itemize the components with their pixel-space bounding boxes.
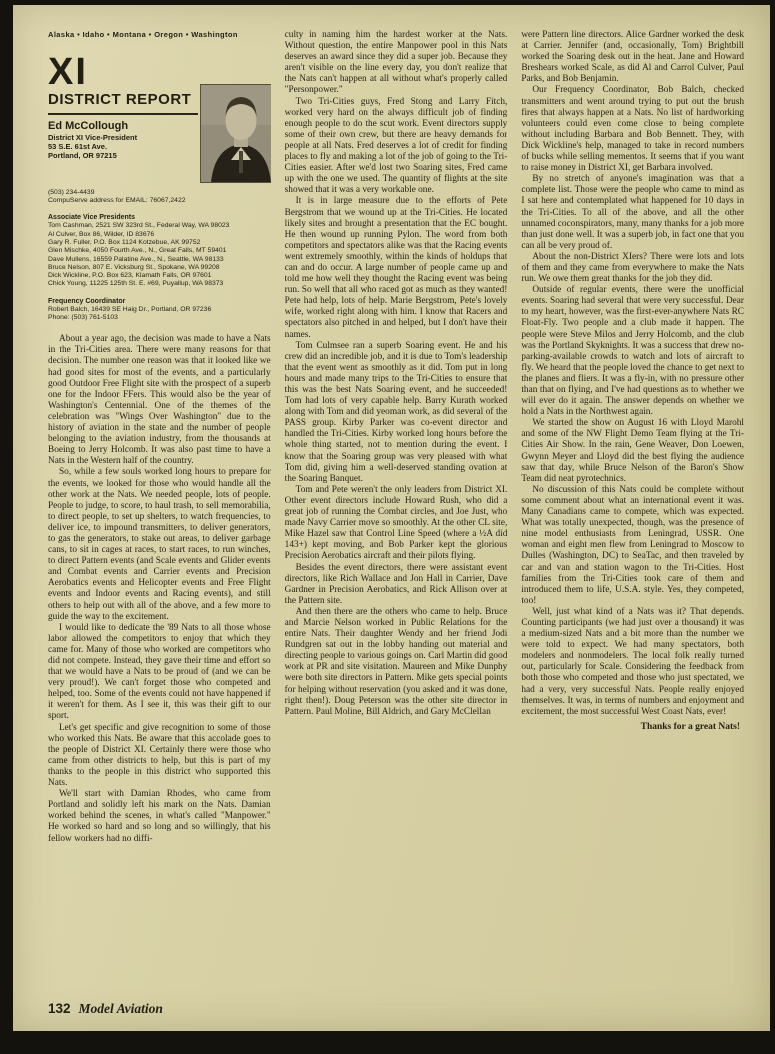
officer-photo (201, 85, 271, 182)
phone-number: (503) 234-4439 (48, 188, 95, 196)
frequency-coordinator-entry: Robert Balch, 16439 SE Haig Dr., Portland, OR 97236 (48, 305, 212, 313)
column-2 (285, 30, 508, 987)
contact-block (48, 189, 271, 206)
email-line: CompuServe address for EMAIL: 76067,2422 (48, 197, 186, 205)
paragraph: Tom Culmsee ran a superb Soaring event. He and his crew did an incredible job, and it is due to Tom's leadership that the event went as smoothly as it did. Tom put in long hours and made many trips to the Tri-Cities to ensure that this was the best Nats Soaring event, and he succeeded! Tom had lots of very capable help. Barry Kurath worked along with Tom and did yeoman work, as did several of the PASS group. Kirby Parker was co-event director and handled the Tri-Cities. Kirby worked long hours before the whole thing started, not to mention during the event. I know that the Soaring group was very pleased with what Tom did, giving him a well-deserved standing ovation at the Soaring Banquet. (284, 340, 508, 484)
officer-address-city: Portland, OR 97215 (48, 151, 117, 161)
paragraph: It is in large measure due to the efforts of Pete Bergstrom that we wound up at the Tri-Cities. He located likely sites and brought a presentation that the EC bought. He then wound up running Pylon. The word from both competitors and spectators alike was that the Racing events went extremely smoothly, within the kinds of holdups that can and do occur. A large number of people came up and told me how well they thought the Racing event was being run. So well that all who raced got as much as they wanted! Pete had help, lots of help. Marie Bergstrom, Pete's lovely wife, worked right along with him. I know that Racers and spectators also pitched in and helped, but I don't have their names. (284, 196, 508, 340)
associate-vp-entry: Chick Young, 11225 125th St. E. #69, Puyallup, WA 98373 (48, 280, 224, 288)
frequency-coordinator-list (48, 306, 271, 323)
scanned-magazine-page (13, 5, 770, 1031)
associate-vp-entry: Al Culver, Box 86, Wilder, ID 83676 (48, 230, 155, 238)
paragraph: So, while a few souls worked long hours to prepare for the events, we looked for those who would handle all the other work at the Nats. We needed people, lots of people. People to judge, to score, to haul trash, to sell memorabilia, to direct people, to set up shelters, to watch frequencies, to deliver ice, to impound transmitters, to deliver generators, to gas the generators, to stake out areas, to deliver garbage cans, to sit in cages at races, to start races, to run winches, to direct Pattern events (and Scale events and Glider events and Combat events and Carrier events and Precision Aerobatics events and Helicopter events and Free Flight events and Indoor events and Racing events), and still others to help out with all of the above, and a few more to guide the way to the excitement. (48, 467, 271, 622)
frequency-coordinator-entry: Phone: (503) 761-5103 (48, 313, 118, 321)
article-columns (48, 30, 744, 987)
associate-vp-entry: Dave Mullens, 16559 Palatine Ave., N., Seattle, WA 98133 (48, 255, 224, 263)
page-footer (48, 1001, 163, 1017)
paragraph: We'll start with Damian Rhodes, who came from Portland and solidly left his mark on the Nats. Damian worked behind the scenes, in what's called "Manpower." He worked so hard and so long and so willingly, that his fellow workers had no diffi- (48, 789, 271, 844)
paragraph: Well, just what kind of a Nats was it? That depends. Counting participants (we had just over a thousand) it was a medium-sized Nats and a bit more than the number we were told to expect. We had many spectators, both modelers and nonmodelers. The local folk really turned out, particularly for Scale. Considering the feedback from both those who competed and those who just spectated, we had a very, very successful Nats. People really enjoyed themselves. It was, in terms of numbers and enjoyment and excitement, the most successful West Coast Nats, ever! (521, 606, 744, 717)
divider-rule (48, 113, 198, 115)
officer-name: Ed McCollough (48, 119, 129, 132)
associate-vp-entry: Bruce Nelson, 807 E. Vicksburg St., Spokane, WA 99208 (48, 263, 220, 271)
frequency-coordinator-heading: Frequency Coordinator (48, 297, 126, 305)
associate-vp-block (48, 213, 271, 288)
associate-vp-heading: Associate Vice Presidents (48, 214, 136, 222)
magazine-name: Model Aviation (78, 1001, 163, 1016)
frequency-coordinator-block (48, 297, 271, 323)
report-title: DISTRICT REPORT (48, 91, 192, 108)
paragraph: Our Frequency Coordinator, Bob Balch, checked transmitters and went around trying to put out the brush fires that always happen at a Nats. No list of hardworking volunteers could even come close to being complete without including Barbara and Bob Bennett. They, with Dick Wickline's help, managed to take in record numbers of bucks while selling mementos. It seems that if you want to raise money in District XI, get Barbara involved. (521, 85, 744, 174)
paragraph: I would like to dedicate the '89 Nats to all those whose labor allowed the competitors to enjoy that which they came for. Many of those who worked are competitors who did not compete. Instead, they gave their time and effort so that we would have a Nats to be proud of (and we can be very proud!). We can't forget those who competed and helped, too. Some of the events could not have happened if it weren't for them. As I see it, this was their gift to our sport. (48, 622, 271, 722)
associate-vp-entry: Glen Mischke, 4050 Fourth Ave., N., Great Falls, MT 59401 (48, 247, 227, 255)
paragraph: No discussion of this Nats could be complete without some comment about what an international event it was. Many Canadians came to compete, which was expected. What was totally unexpected, though, was the presence of nine model enthusiasts from Leningrad, USSR. One woman and eight men flew from Leningrad to Moscow to Dulles (Washington, DC) to SeaTac, and then traveled by car and van and station wagon to the Tri-Cities. Host families from the Tri-Cities took care of them and introduced them to life, U.S.A. style. Yes, they competed, too! (521, 484, 744, 606)
associate-vp-entry: Tom Cashman, 2521 SW 323rd St., Federal Way, WA 98023 (48, 222, 230, 230)
officer-address-street: 53 S.E. 61st Ave. (48, 141, 108, 151)
paragraph: Tom and Pete weren't the only leaders from District XI. Other event directors include Howard Rush, who did a great job of running the Combat circles, and Joe Just, who made Navy Carrier move so smoothly. At the other CL site, Mike Hazel saw that Control Line Speed (where a ½A did 143+) kept moving, and Bob Parker kept the glorious Precision Aerobatics aircraft and their pilots flying. (284, 484, 508, 562)
paragraph: were Pattern line directors. Alice Gardner worked the desk at Carrier. Jennifer (and, occasionally, Tom) Brightbill worked the Soaring desk out in the heat. Jane and Howard Breshears worked Scale, as did Al and Carrol Culver, Paul Parks, and Bob Benjamin. (521, 30, 744, 85)
page-number: 132 (48, 1001, 71, 1016)
article-body-column-1 (48, 334, 271, 844)
paragraph: culty in naming him the hardest worker at the Nats. Without question, the entire Manpower pool in this Nats deserves an award since they did a super job. Because they aren't visible on the line every day, you don't realize that the Nats can't happen at all without what's properly called "Personpower." (284, 30, 508, 96)
paragraph: And then there are the others who came to help. Bruce and Marcie Nelson worked in Public Relations for the entire Nats. Their daughter Wendy and her friend Jodi Rundgren sat out in the lobby handing out material and directing people to various goings on. Carl Martin did good work at PR and site visitation. Maureen and Mike Dunphy were both site directors in Pattern. Mike gets special points for helping without reservation (you asked and it was done, right then!). Doug Peterson was the other site director in Pattern. Paul Moline, Bill Aldrich, and Gary McClellan (284, 606, 508, 717)
district-number: XI (48, 51, 88, 93)
column-1 (48, 30, 271, 987)
associate-vp-entry: Dick Wickline, P.O. Box 623, Klamath Falls, OR 97601 (48, 272, 212, 280)
portrait-silhouette (201, 85, 271, 182)
paragraph: Besides the event directors, there were assistant event directors, like Rich Wallace and Jon Hall in Carrier, Dave Gardner in Precision Aerobatics, and Rick Allison over at the Pattern site. (284, 562, 508, 606)
paragraph: Let's get specific and give recognition to some of those who worked this Nats. Be aware that this accolade goes to the people of District XI. Certainly there were those who came from other districts to help, but this is part of my thanks to the people in this district who supported this Nats. (48, 722, 271, 789)
paragraph: We started the show on August 16 with Lloyd Marohl and some of the NW Flight Demo Team flying at the Tri-Cities Air Show. In the rain, Gene Weaver, Don Loewen, Gwynn Meyer and Lloyd did the best flying the audience saw that day, while Bruce Nelson of the Baron's Show Team did neat pyrotechnics. (521, 418, 744, 484)
paragraph: About the non-District XIers? There were lots and lots of them and they came from everywhere to make the Nats run. We owe them great thanks for the job they did. (521, 251, 744, 285)
associate-vp-entry: Gary R. Fuller, P.O. Box 1124 Kotzebue, AK 99752 (48, 238, 201, 246)
paragraph: Outside of regular events, there were the unofficial events. Soaring had several that were very successful. Dear to my heart, however, was the first-ever-anywhere Nats RC Float-Fly. Two people and a club made it happen. The people were Steve Milos and Jerry Holcomb, and the club was the Portland Skyknights. It was a success that drew no-parking-available crowds to watch and lots of aircraft to fly. We heard that the people loved the chance to get next to the planes and fliers. It was a fly-in, with no pressure other than that on flying, and I've had questions as to whether we will ever do it again. The answer depends on whether we hold a Nats in the Northwest again. (521, 285, 744, 418)
paragraph: By no stretch of anyone's imagination was that a complete list. Those were the people who came to mind as I sat here and contemplated what happened for 10 days in the Tri-Cities. To all of the above, and all the other unnamed coconspirators, many, many thanks for a job more than just done well. It was a superb job, in fact one that you can all be very proud of. (521, 174, 744, 251)
region-states: Alaska • Idaho • Montana • Oregon • Washington (48, 30, 238, 39)
article-body-column-3 (521, 30, 744, 718)
article-body-column-2 (285, 30, 508, 718)
officer-title: District XI Vice-President (48, 132, 138, 142)
closing-line: Thanks for a great Nats! (640, 721, 741, 732)
paragraph: About a year ago, the decision was made to have a Nats in the Tri-Cities area. There were many reasons for that decision. The number one reason was that it looked like we had good sites for most of the events, and a particularly good Outdoor Free Flight site with the prospect of a superb one for the Indoor FFers. This would also be the year of Washington's Centennial. One of the themes of the celebration was "Wings Over Washington" due to the history of aviation in the state and the number of people belonging to the aviation industry, from the thousands at Boeing to Jerry Holcomb. It was also past time to have a Nats in the Western half of the country. (48, 334, 271, 467)
column-3 (521, 30, 744, 987)
paragraph: Two Tri-Cities guys, Fred Stong and Larry Fitch, worked very hard on the always difficult job of finding enough people to do the scut work. Event directors supply some of their own crew, but there are heavy demands for people at all Nats. Fred deserves a lot of credit for finding places to fly and making a lot of the job of going to the Tri-Cities easier. After we'd lost two Soaring sites, Fred came up with the one we used. The quantity of flights at the site showed that it was a very workable one. (284, 96, 508, 196)
associate-vp-list (48, 222, 271, 288)
